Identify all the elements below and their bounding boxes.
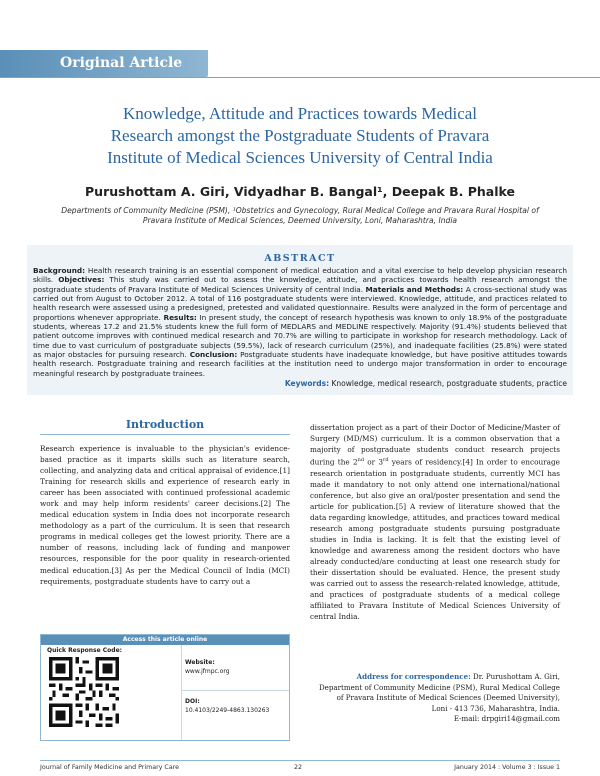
- correspondence-label: Address for correspondence:: [356, 672, 471, 681]
- title-line-2: Research amongst the Postgraduate Students of Pravara: [110, 126, 490, 145]
- results-label: Results:: [163, 312, 197, 322]
- footer-rule: [40, 760, 560, 761]
- affiliation-line-2: Pravara Institute of Medical Sciences, Deemed University, Loni, Maharashtra, India: [142, 216, 458, 225]
- title-line-3: Institute of Medical Sciences University of Central India: [107, 148, 493, 167]
- doi-value[interactable]: 10.4103/2249-4863.130263: [185, 707, 270, 714]
- correspondence-line-1: Department of Community Medicine (PSM), Rural Medical College: [318, 682, 560, 692]
- introduction-left-column: [40, 443, 290, 587]
- correspondence-name: Dr. Purushottam A. Giri,: [470, 672, 560, 681]
- header-rule: [0, 77, 600, 78]
- access-box-divider: [181, 645, 182, 740]
- introduction-rule: [40, 434, 290, 435]
- objectives-label: Objectives:: [58, 275, 105, 285]
- author-list: Purushottam A. Giri, Vidyadhar B. Bangal¹, Deepak B. Phalke: [85, 184, 515, 199]
- website-link[interactable]: www.jfmpc.org: [185, 668, 230, 675]
- results-text: In present study, the concept of research hypothesis was known to only 18.9% of the postgraduate students, whereas 17.2 and 21.5% students knew the full form of MEDLARS and MEDLINE respectively. Majority (91.4%) students believed that patient outcome improves with continued medical research and 70.7% are willing to participate in workshop for research methodology. Lack of time due to vast curriculum of postgraduate subjects (59.5%), lack of research curriculum (25%), and inadequate facilities (25.8%) were stated as major obstacles for pursuing research.: [33, 312, 567, 360]
- abstract-heading: ABSTRACT: [264, 253, 336, 264]
- keywords-value: Knowledge, medical research, postgraduate students, practice: [329, 379, 567, 388]
- doi-label: DOI:: [185, 698, 200, 705]
- access-box-divider-h: [181, 690, 289, 691]
- right-sup-b: rd: [382, 457, 389, 464]
- access-box-heading: Access this article online: [41, 635, 289, 645]
- conclusion-text: Postgraduate students have inadequate knowledge, but have positive attitudes towards health research. Postgraduate training and research facilities at the institution need to undergo major transformation in order to encourage meaningful research by postgraduate trainees.: [33, 350, 567, 378]
- right-sup-a: nd: [357, 457, 365, 464]
- methods-label: Materials and Methods:: [365, 284, 464, 294]
- introduction-paragraph-left: Research experience is invaluable to the physician's evidence-based practice as it imparts skills such as literature search, collecting, and analyzing data and critical appraisal of evidence.[1] Training for research skills and experience of research early in career has been associated with continued professional academic work and may help inform residents' career decisions.[2] The medical education system in India does not incorporate research methodology as a part of the curriculum. It is seen that research programs in medical colleges get the lowest priority. There are a number of reasons, including lack of funding and manpower resources, responsible for the poor quality in research-oriented medical education.[3] As per the Medical Council of India (MCI) requirements, postgraduate students have to carry out a: [40, 444, 290, 586]
- article-type-label: Original Article: [60, 55, 183, 71]
- affiliation-line-1: Departments of Community Medicine (PSM), ¹Obstetrics and Gynecology, Rural Medical College and Pravara Rural Hospital of: [61, 206, 539, 215]
- background-label: Background:: [33, 266, 86, 275]
- website-label: Website:: [185, 659, 215, 666]
- correspondence-line-2: of Pravara Institute of Medical Sciences (Deemed University),: [336, 693, 560, 703]
- methods-text: A cross-sectional study was carried out from August to October 2012. A total of 116 postgraduate students were interviewed. Knowledge, attitude, and practices related to health research were assessed using a predesigned, pretested and validated questionnaire. Results were analyzed in the form of percentage and proportions whenever appropriate.: [33, 284, 567, 322]
- introduction-right-column: [310, 422, 560, 622]
- article-title: [30, 103, 570, 169]
- abstract-text: [33, 266, 567, 378]
- conclusion-label: Conclusion:: [189, 350, 238, 360]
- qr-code-label: Quick Response Code:: [47, 647, 123, 654]
- objectives-text: This study was carried out to assess the knowledge, attitude, and practices towards health research amongst the postgraduate students of Pravara Institute of Medical Sciences University of central India.: [33, 275, 568, 294]
- keywords-label: Keywords:: [284, 379, 330, 388]
- article-type-banner: [0, 50, 208, 77]
- correspondence-address: [310, 672, 560, 725]
- access-online-box: [40, 634, 290, 741]
- right-text-b: or 3: [364, 457, 383, 467]
- correspondence-email[interactable]: E-mail: drpgiri14@gmail.com: [453, 714, 560, 724]
- right-text-a: dissertation project as a part of their Doctor of Medicine/Master of Surgery (MD/MS) curriculum. It is a common observation that a majority of postgraduate students conduct research projects during the 2: [310, 423, 560, 467]
- affiliations: [52, 206, 548, 226]
- footer-journal: Journal of Family Medicine and Primary Care: [40, 764, 180, 771]
- right-text-c: years of residency.[4] In order to encourage research orientation in postgraduate students, currently MCI has made it mandatory to not only attend one international/national conference, but also give an oral/poster presentation and send the article for publication.[5] A review of literature showed that the data regarding knowledge, attitudes, and practices toward medical research among postgraduate students pursuing postgraduate studies in India is lacking. It is felt that the existing level of knowledge and awareness among the resident doctors who have already conducted/are conducting at least one research study for their dissertation should be evaluated. Hence, the present study was carried out to assess the research-related knowledge, attitude, and practices of postgraduate students of a medical college affiliated to Pravara Institute of Medical Sciences University of central India.: [310, 457, 560, 622]
- correspondence-line-0: [310, 672, 560, 683]
- footer-page-number: 22: [294, 764, 303, 771]
- background-text: Health research training is an essential component of medical education and a vital exercise to help develop physician research skills.: [33, 266, 567, 285]
- qr-code-icon[interactable]: [49, 657, 119, 727]
- correspondence-line-3: Loni - 413 736, Maharashtra, India.: [431, 703, 560, 713]
- title-line-1: Knowledge, Attitude and Practices towards Medical: [122, 104, 478, 123]
- introduction-heading: Introduction: [125, 418, 205, 431]
- footer-issue: January 2014 : Volume 3 : Issue 1: [454, 764, 560, 771]
- keywords: [33, 379, 567, 388]
